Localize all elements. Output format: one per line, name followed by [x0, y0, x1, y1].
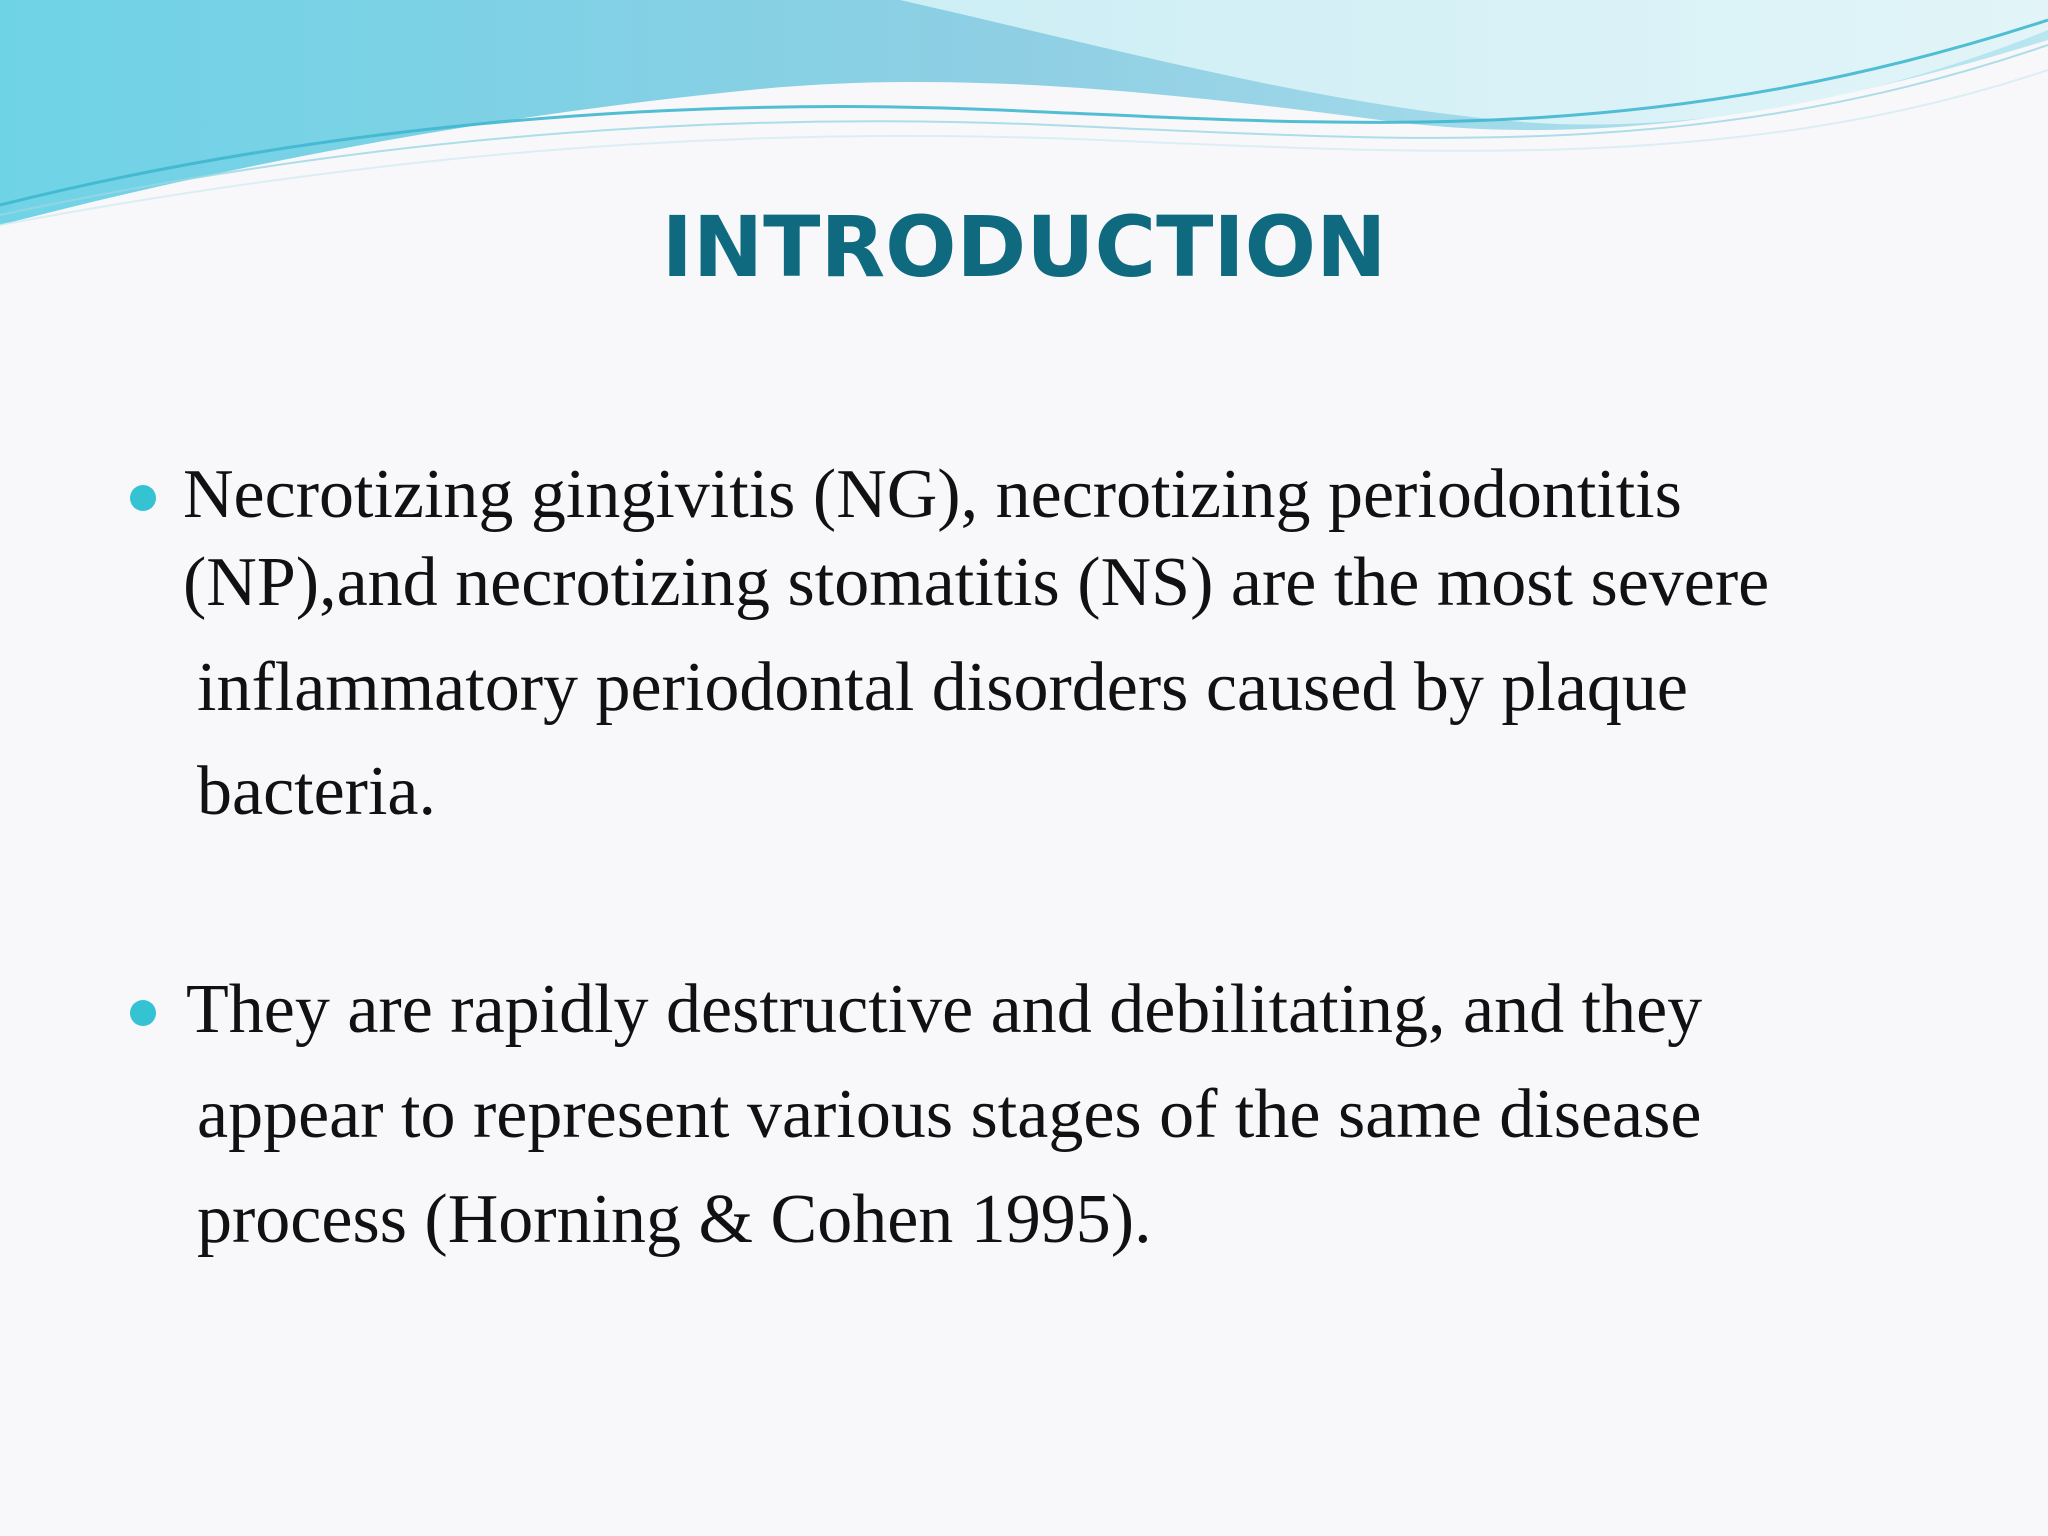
bullet-2-line-1: They are rapidly destructive and debilitating, and they	[186, 971, 1703, 1048]
bullet-1-line-2: (NP),and necrotizing stomatitis (NS) are the most severe	[183, 544, 1770, 621]
bullet-1-line-3: inflammatory periodontal disorders caused by plaque	[197, 649, 1688, 726]
bullet-1-line-4: bacteria.	[197, 753, 436, 830]
bullet-1-line-1: Necrotizing gingivitis (NG), necrotizing periodontitis	[183, 456, 1682, 533]
bullet-2-line-2: appear to represent various stages of the same disease	[197, 1076, 1702, 1153]
bullet-2-line-3: process (Horning & Cohen 1995).	[197, 1181, 1152, 1258]
bullet-dot-icon	[130, 485, 156, 511]
slide-title: INTRODUCTION	[661, 198, 1387, 296]
bullet-dot-icon	[130, 1000, 156, 1026]
